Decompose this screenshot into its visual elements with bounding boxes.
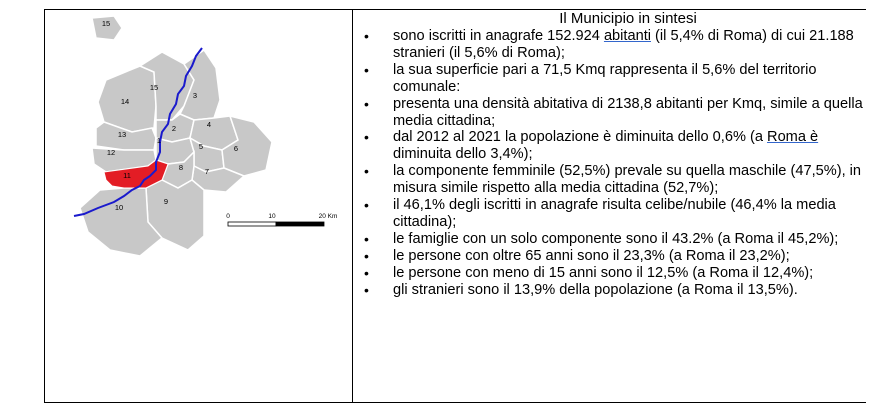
summary-text: gli stranieri sono il 13,9% della popolazione (a Roma il 13,5%). <box>393 281 798 298</box>
district-label-9: 9 <box>163 197 169 206</box>
summary-text: ( <box>651 28 660 44</box>
district-label-12: 12 <box>106 148 116 157</box>
underlined-text: Roma è <box>767 129 819 146</box>
summary-text: la sua superficie pari a 71,5 Kmq rappresenta il 5,6% del territorio comunale: <box>393 61 817 95</box>
summary-item <box>353 163 873 197</box>
district-label-1: 1 <box>156 136 162 145</box>
summary-item <box>353 28 873 62</box>
summary-item <box>353 248 873 265</box>
summary-item <box>353 265 873 282</box>
scale-bar <box>226 213 337 226</box>
scale-label-0: 0 <box>226 213 230 220</box>
district-label-11: 11 <box>123 171 131 180</box>
underlined-text: abitanti <box>603 28 651 44</box>
summary-list <box>353 28 873 299</box>
district-label-15-north: 15 <box>101 19 111 28</box>
map-svg <box>44 10 351 402</box>
summary-text: le persone con oltre 65 anni sono il 23,3% (a Roma il 23,2%); <box>393 247 790 264</box>
summary-text: il 46,1% degli iscritti in anagrafe risulta celibe/nubile (46,4% la media cittadina); <box>393 197 836 230</box>
summary-item <box>353 282 873 299</box>
summary-item <box>353 62 873 96</box>
summary-text: presenta una densità abitativa di 2138,8 abitanti per Kmq, simile a quella media cittadina; <box>393 95 863 129</box>
scale-label-10: 10 <box>268 213 276 220</box>
district-shapes <box>80 16 272 256</box>
summary-panel <box>353 10 873 299</box>
district-label-2: 2 <box>171 124 177 133</box>
summary-item <box>353 129 873 163</box>
district-label-6: 6 <box>233 144 239 153</box>
district-label-5: 5 <box>198 142 204 151</box>
summary-text: dal 2012 al 2021 la popolazione è diminuita dello 0,6% (a <box>393 129 768 146</box>
district-label-8: 8 <box>178 163 184 172</box>
scale-label-20: 20 Km <box>318 213 338 220</box>
summary-item <box>353 231 873 248</box>
rome-municipi-map <box>44 10 351 402</box>
district-label-13: 13 <box>117 130 127 139</box>
summary-text: il 5,4% di Roma) di cui 21.188 stranieri (il 5,6% di Roma); <box>393 28 854 61</box>
district-label-7: 7 <box>204 167 210 176</box>
table-bottom-border <box>44 402 866 403</box>
district-label-4: 4 <box>206 120 212 129</box>
district-label-15: 15 <box>149 83 159 92</box>
summary-item <box>353 96 873 130</box>
summary-text: la componente femminile (52,5%) prevale su quella maschile (47,5%), in misura simile rispetto alla media cittadina (52,7%); <box>393 163 862 197</box>
district-label-3: 3 <box>192 91 198 100</box>
summary-item <box>353 197 873 231</box>
summary-text: diminuita dello 3,4%); <box>393 146 533 163</box>
district-label-14: 14 <box>120 97 130 106</box>
district-label-10: 10 <box>114 203 124 212</box>
summary-title: Il Municipio in sintesi <box>559 10 697 27</box>
summary-text: le famiglie con un solo componente sono il 43.2% (a Roma il 45,2%); <box>393 230 839 247</box>
summary-text: sono iscritti in anagrafe 152.924 <box>393 28 604 44</box>
summary-text: le persone con meno di 15 anni sono il 12,5% (a Roma il 12,4%); <box>393 264 814 281</box>
